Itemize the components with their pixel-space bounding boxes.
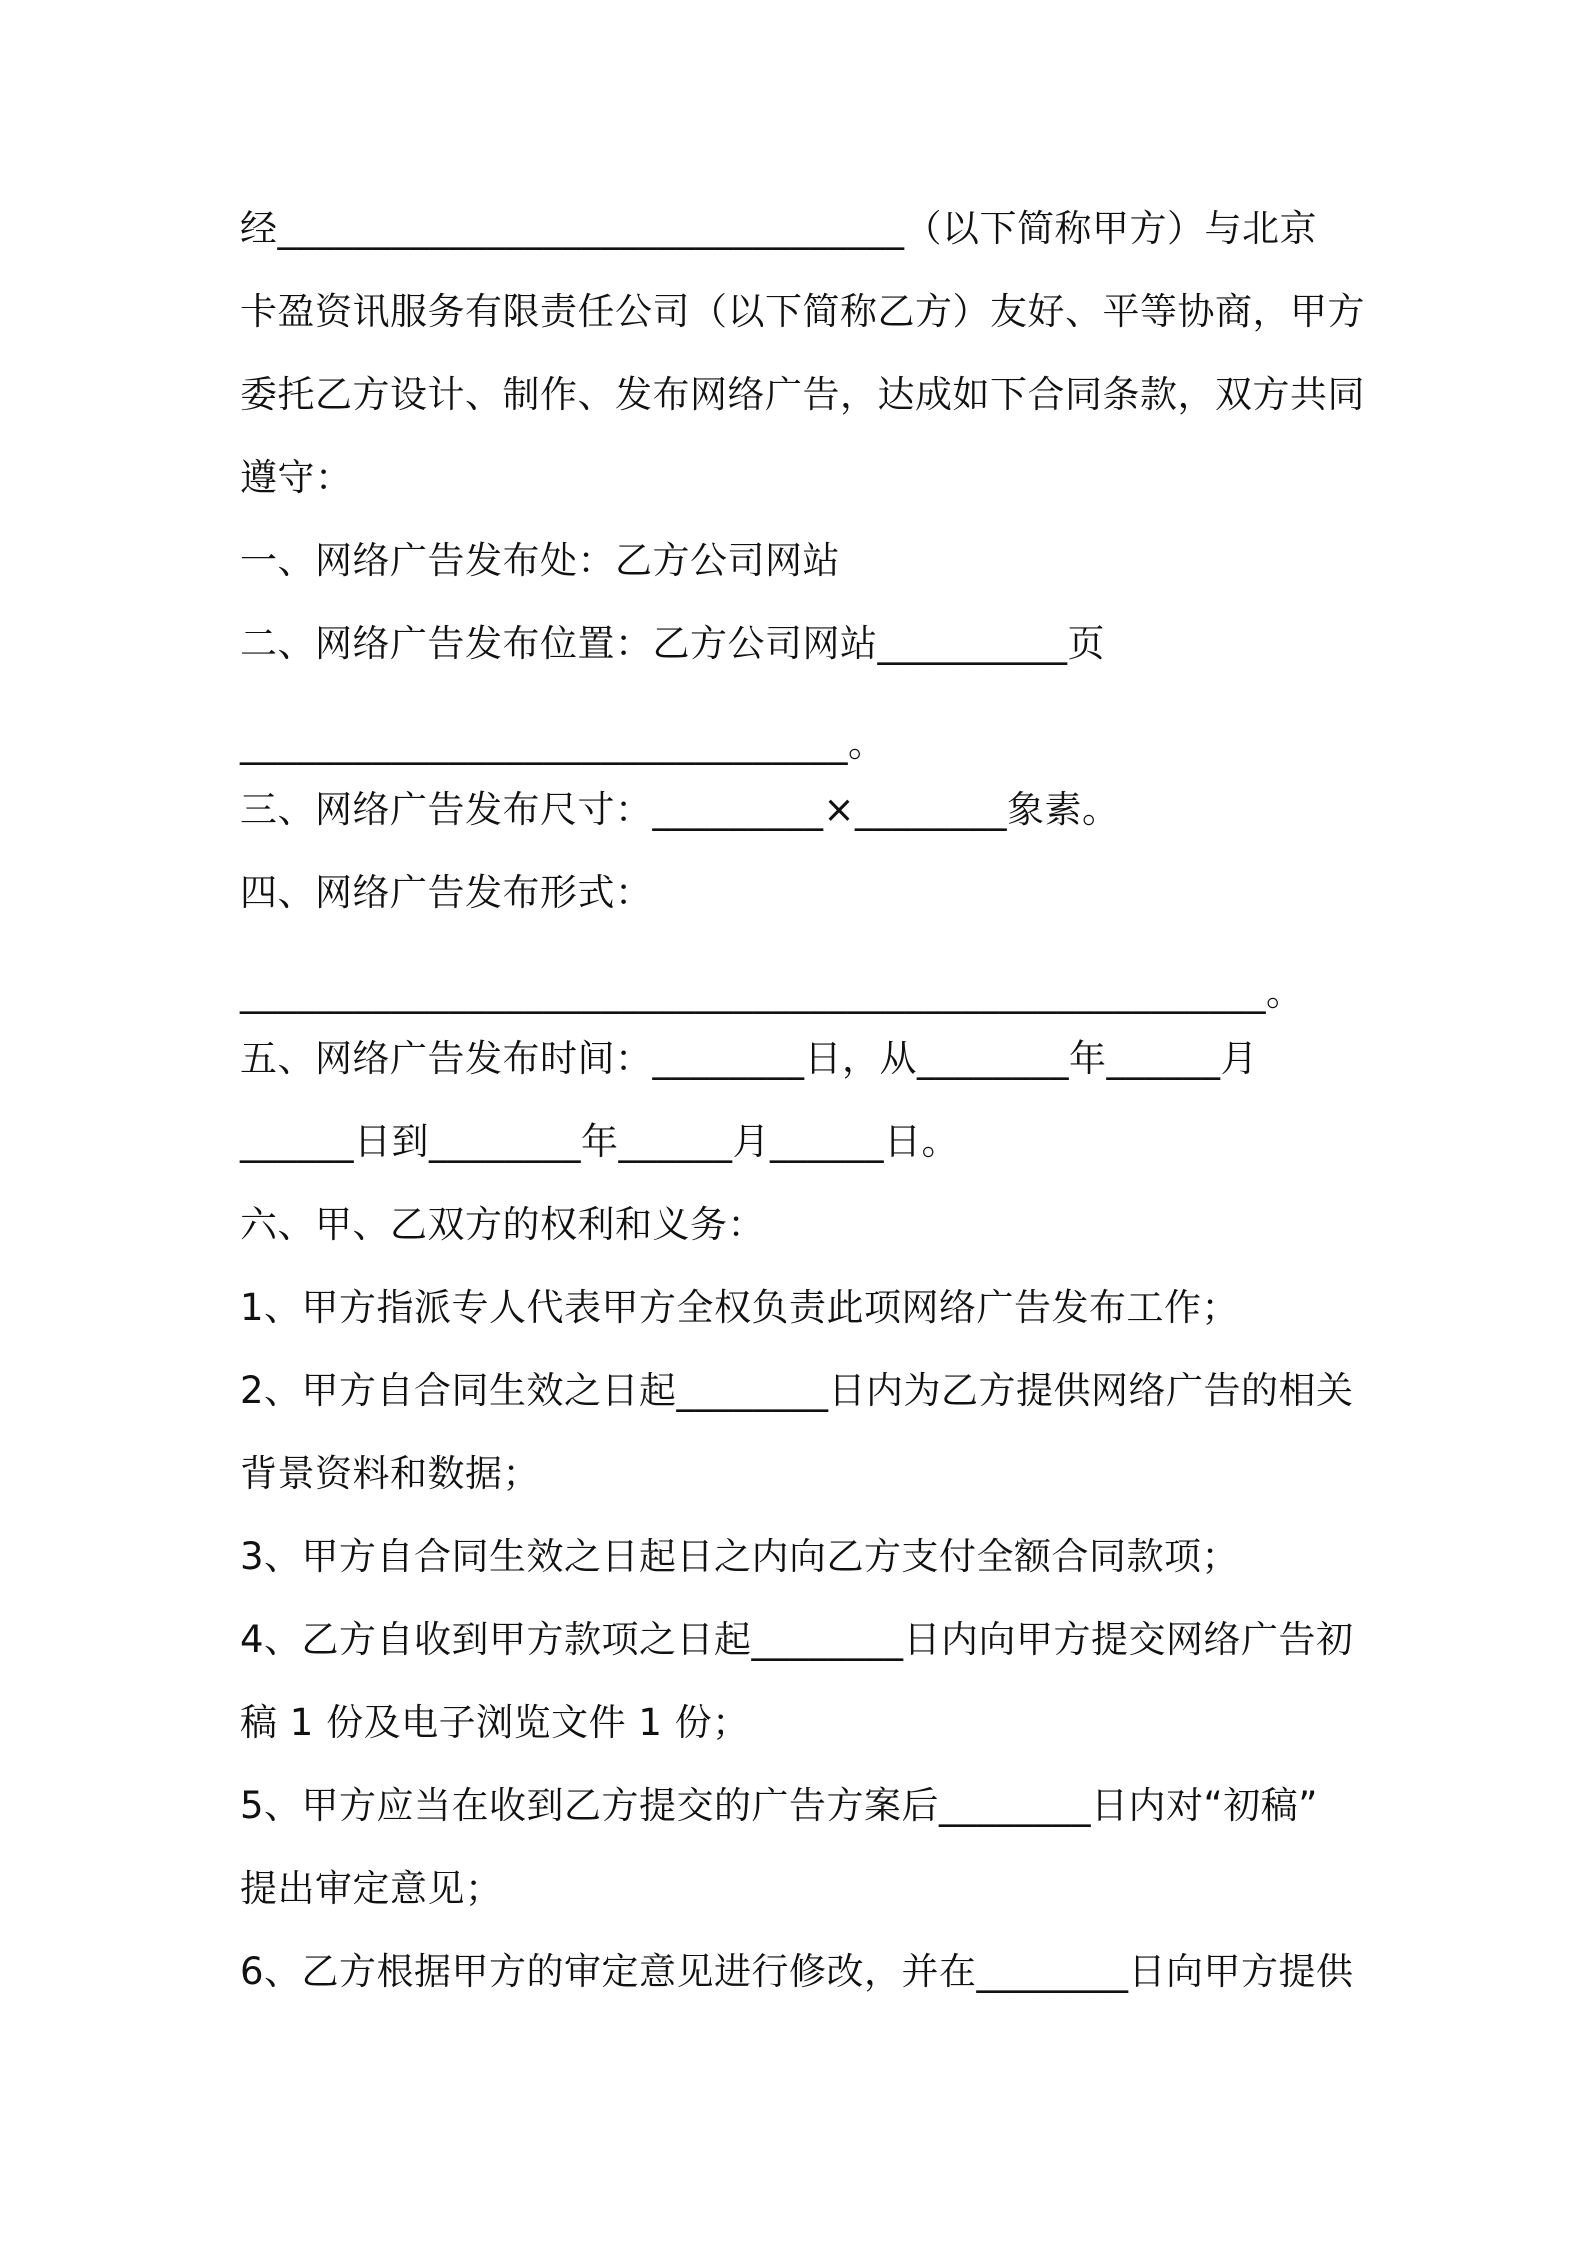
text-line: 三、网络广告发布尺寸：_________×________象素。 [240, 788, 1120, 831]
text-line: 二、网络广告发布位置：乙方公司网站__________页 [240, 622, 1105, 665]
text-line: 2、甲方自合同生效之日起________日内为乙方提供网络广告的相关 [240, 1369, 1354, 1412]
text-line: ________________________________。 [240, 722, 886, 765]
text-line: 经_________________________________（以下简称甲方）与北京 [240, 207, 1317, 250]
text-line: 提出审定意见； [240, 1867, 503, 1910]
text-line: 稿 1 份及电子浏览文件 1 份； [240, 1701, 750, 1744]
text-line: 六、甲、乙双方的权利和义务： [240, 1203, 765, 1246]
text-line: 卡盈资讯服务有限责任公司（以下简称乙方）友好、平等协商，甲方 [240, 290, 1365, 333]
text-line: 5、甲方应当在收到乙方提交的广告方案后________日内对“初稿” [240, 1784, 1318, 1827]
text-line: 五、网络广告发布时间：________日，从________年______月 [240, 1037, 1258, 1080]
text-line: 3、甲方自合同生效之日起日之内向乙方支付全额合同款项； [240, 1535, 1240, 1578]
text-line: ______日到________年______月______日。 [240, 1120, 959, 1163]
text-line: 四、网络广告发布形式： [240, 871, 653, 914]
text-line: 一、网络广告发布处：乙方公司网站 [240, 539, 840, 582]
text-line: 4、乙方自收到甲方款项之日起________日内向甲方提交网络广告初 [240, 1618, 1354, 1661]
text-line: 6、乙方根据甲方的审定意见进行修改，并在________日向甲方提供 [240, 1950, 1354, 1993]
text-line: ______________________________________________________。 [240, 971, 1304, 1014]
text-line: 遵守： [240, 456, 353, 499]
text-line: 1、甲方指派专人代表甲方全权负责此项网络广告发布工作； [240, 1286, 1240, 1329]
text-line: 委托乙方设计、制作、发布网络广告，达成如下合同条款，双方共同 [240, 373, 1365, 416]
text-line: 背景资料和数据； [240, 1452, 540, 1495]
